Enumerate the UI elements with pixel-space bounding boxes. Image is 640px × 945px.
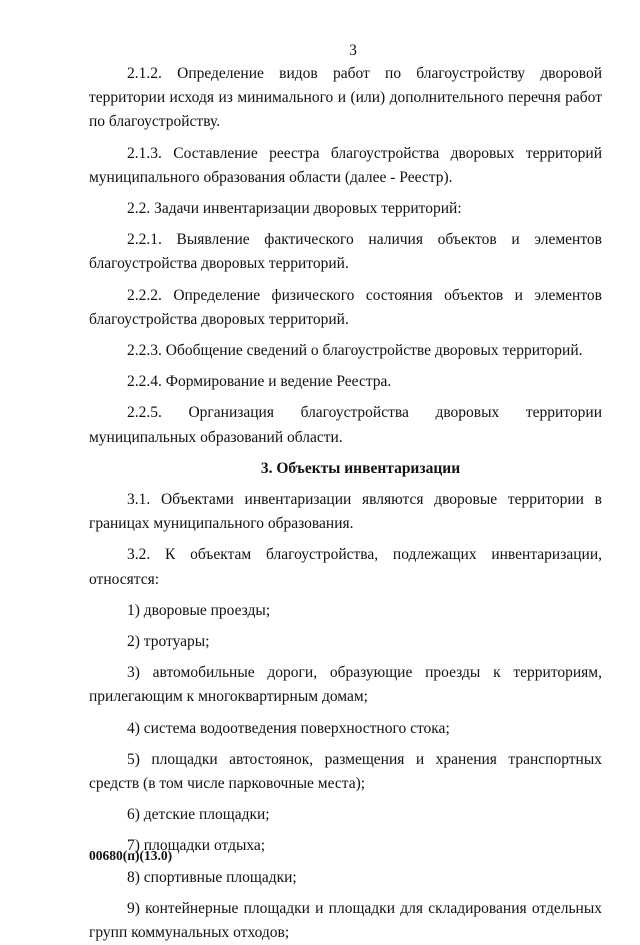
document-code: 00680(п)(13.0) (89, 848, 173, 863)
list-item: 9) контейнерные площадки и площадки для складирования отдельных групп коммунальных отходов; (89, 899, 602, 942)
list-item: 4) система водоотведения поверхностного стока; (127, 719, 450, 737)
list-item: 8) спортивные площадки; (127, 868, 297, 886)
paragraph-3-1: 3.1. Объектами инвентаризации являются дворовые территории в границах муниципального образования. (89, 491, 602, 533)
paragraph-2-2-3: 2.2.3. Обобщение сведений о благоустройстве дворовых территорий. (127, 342, 583, 360)
list-item: 2) тротуары; (127, 633, 210, 651)
list-item: 1) дворовые проезды; (127, 601, 271, 619)
list-item: 5) площадки автостоянок, размещения и хранения транспортных средств (в том числе парковочные места); (89, 750, 602, 793)
list-item: 3) автомобильные дороги, образующие проезды к территориям, прилегающим к многоквартирным домам; (89, 664, 602, 706)
section-heading: 3. Объекты инвентаризации (260, 459, 461, 477)
page-number: 3 (349, 42, 357, 59)
paragraph-2-1-2: 2.1.2. Определение видов работ по благоустройству дворовой территории исходя из минимального и (или) дополнительного перечня работ по благоустройству. (89, 65, 602, 131)
paragraph-2-1-3: 2.1.3. Составление реестра благоустройства дворовых территорий муниципального образования области (далее - Реестр). (89, 144, 602, 186)
paragraph-2-2-1: 2.2.1. Выявление фактического наличия объектов и элементов благоустройства дворовых территорий. (89, 231, 602, 273)
paragraph-2-2-4: 2.2.4. Формирование и ведение Реестра. (127, 373, 392, 391)
list-item: 7) площадки отдыха; (127, 837, 266, 855)
list-item: 6) детские площадки; (127, 806, 270, 824)
document-body (89, 62, 602, 945)
paragraph-3-2: 3.2. К объектам благоустройства, подлежащих инвентаризации, относятся: (89, 546, 602, 588)
paragraph-2-2-5: 2.2.5. Организация благоустройства дворовых территории муниципальных образований области. (89, 404, 602, 446)
paragraph-2-2-2: 2.2.2. Определение физического состояния объектов и элементов благоустройства дворовых территорий. (89, 286, 602, 328)
paragraph-2-2: 2.2. Задачи инвентаризации дворовых территорий: (127, 200, 462, 218)
